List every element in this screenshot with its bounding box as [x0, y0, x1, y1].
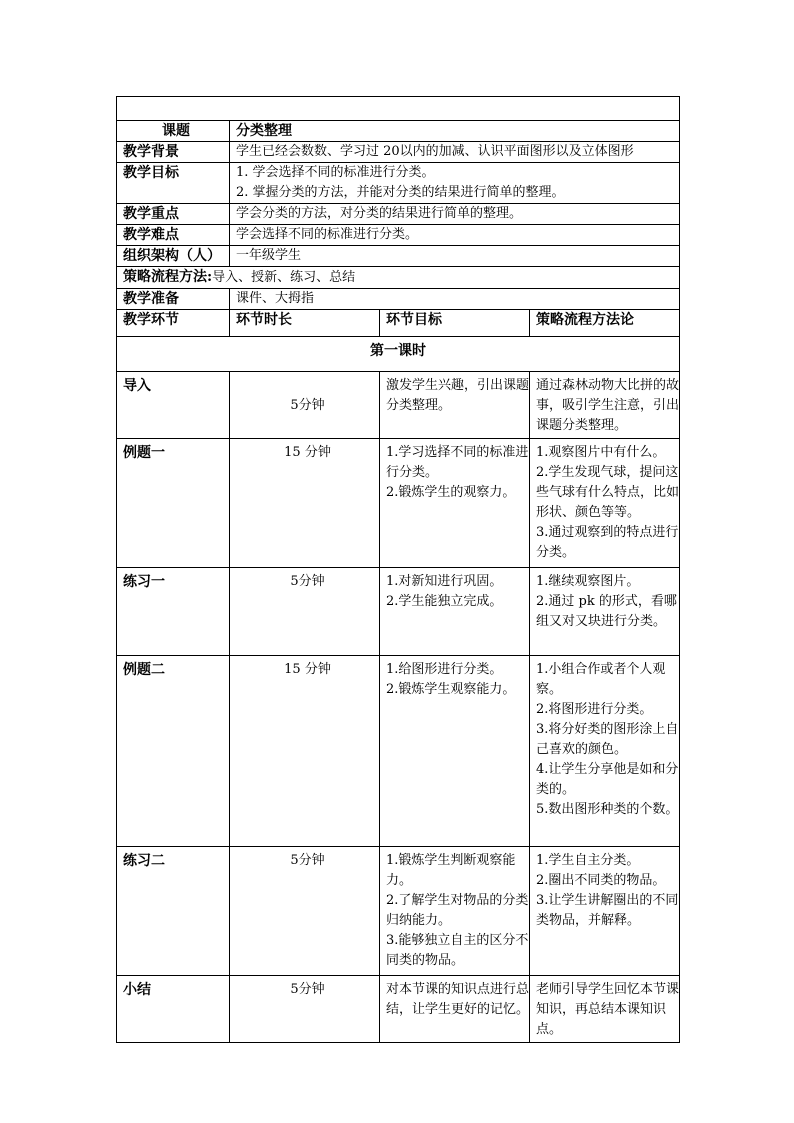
strategy-text: 导入、授新、练习、总结	[212, 270, 356, 285]
phase-name: 导入	[117, 372, 230, 439]
column-header-row	[117, 310, 680, 337]
phase-row	[117, 568, 680, 656]
phase-goals	[380, 847, 530, 976]
method-line: 1.继续观察图片。	[536, 574, 640, 589]
info-label: 教学难点	[117, 225, 230, 246]
info-row-difficulty	[117, 225, 680, 246]
phase-rows	[117, 372, 680, 1043]
blank-top-row	[117, 97, 680, 121]
objective-line: 2. 掌握分类的方法，并能对分类的结果进行简单的整理。	[236, 185, 565, 200]
method-line: 2.通过 pk 的形式，看哪组又对又块进行分类。	[536, 594, 677, 629]
goal-line: 1.锻炼学生判断观察能力。	[386, 853, 516, 888]
goal-line: 对本节课的知识点进行总结，让学生更好的记忆。	[386, 982, 530, 1017]
info-label: 策略流程方法:	[123, 269, 213, 285]
info-label: 课题	[117, 121, 230, 142]
goal-line: 2.锻炼学生观察能力。	[386, 682, 516, 697]
phase-duration: 5分钟	[230, 847, 380, 976]
info-row-background	[117, 142, 680, 163]
goal-line: 3.能够独立自主的区分不同类的物品。	[386, 933, 529, 968]
phase-name: 例题二	[117, 656, 230, 847]
info-value: 学会选择不同的标准进行分类。	[230, 225, 680, 246]
info-value: 学生已经会数数、学习过 20以内的加减、认识平面图形以及立体图形	[230, 142, 680, 163]
phase-methods	[530, 976, 680, 1043]
info-value: 课件、大拇指	[230, 289, 680, 310]
method-line: 1.小组合作或者个人观察。	[536, 662, 666, 697]
goal-line: 1.给图形进行分类。	[386, 662, 503, 677]
info-label: 教学重点	[117, 204, 230, 225]
info-row-key-point	[117, 204, 680, 225]
phase-name: 练习二	[117, 847, 230, 976]
phase-goals	[380, 656, 530, 847]
info-row-preparation	[117, 289, 680, 310]
phase-duration: 5分钟	[230, 568, 380, 656]
phase-row	[117, 439, 680, 568]
method-line: 通过森林动物大比拼的故事，吸引学生注意，引出课题分类整理。	[536, 378, 680, 433]
info-row-objectives	[117, 163, 680, 204]
info-label: 组织架构（人）	[117, 246, 230, 267]
phase-row	[117, 976, 680, 1043]
phase-duration: 5分钟	[230, 976, 380, 1043]
goal-line: 激发学生兴趣，引出课题分类整理。	[386, 378, 530, 413]
column-header: 策略流程方法论	[530, 310, 680, 337]
info-value: 学会分类的方法，对分类的结果进行简单的整理。	[230, 204, 680, 225]
info-value	[117, 267, 680, 289]
method-line: 3.将分好类的图形涂上自己喜欢的颜色。	[536, 722, 679, 757]
phase-goals	[380, 568, 530, 656]
phase-methods	[530, 847, 680, 976]
method-line: 2.圈出不同类的物品。	[536, 873, 666, 888]
method-line: 1.观察图片中有什么。	[536, 445, 666, 460]
phase-duration: 15 分钟	[230, 656, 380, 847]
method-line: 3.让学生讲解圈出的不同类物品，并解释。	[536, 893, 679, 928]
section-row	[117, 337, 680, 372]
info-row-organization	[117, 246, 680, 267]
method-line: 1.学生自主分类。	[536, 853, 640, 868]
phase-methods	[530, 439, 680, 568]
info-label: 教学准备	[117, 289, 230, 310]
info-label: 教学目标	[117, 163, 230, 204]
phase-goals	[380, 439, 530, 568]
phase-name: 小结	[117, 976, 230, 1043]
info-label: 教学背景	[117, 142, 230, 163]
phase-name: 例题一	[117, 439, 230, 568]
column-header: 环节时长	[230, 310, 380, 337]
phase-duration: 15 分钟	[230, 439, 380, 568]
phase-goals	[380, 976, 530, 1043]
goal-line: 1.对新知进行巩固。	[386, 574, 503, 589]
info-value: 一年级学生	[230, 246, 680, 267]
method-line: 老师引导学生回忆本节课知识，再总结本课知识点。	[536, 982, 680, 1037]
phase-methods	[530, 372, 680, 439]
goal-line: 1.学习选择不同的标准进行分类。	[386, 445, 529, 480]
phase-methods	[530, 568, 680, 656]
method-line: 2.将图形进行分类。	[536, 702, 653, 717]
info-row-topic	[117, 121, 680, 142]
column-header: 教学环节	[117, 310, 230, 337]
method-line: 5.数出图形种类的个数。	[536, 802, 679, 817]
method-line: 4.让学生分享他是如和分类的。	[536, 762, 679, 797]
phase-methods	[530, 656, 680, 847]
phase-goals	[380, 372, 530, 439]
goal-line: 2.锻炼学生的观察力。	[386, 485, 516, 500]
phase-row	[117, 372, 680, 439]
column-header: 环节目标	[380, 310, 530, 337]
goal-line: 2.了解学生对物品的分类归纳能力。	[386, 893, 529, 928]
phase-duration: 5分钟	[230, 372, 380, 439]
method-line: 2.学生发现气球，提问这些气球有什么特点，比如形状、颜色等等。	[536, 465, 680, 520]
info-row-strategy	[117, 267, 680, 289]
phase-row	[117, 847, 680, 976]
goal-line: 2.学生能独立完成。	[386, 594, 503, 609]
info-value	[230, 163, 680, 204]
method-line: 3.通过观察到的特点进行分类。	[536, 525, 679, 560]
phase-name: 练习一	[117, 568, 230, 656]
lesson-plan-table	[116, 96, 680, 1043]
info-value: 分类整理	[230, 121, 680, 142]
phase-row	[117, 656, 680, 847]
section-title: 第一课时	[117, 337, 680, 372]
objective-line: 1. 学会选择不同的标准进行分类。	[236, 165, 435, 180]
